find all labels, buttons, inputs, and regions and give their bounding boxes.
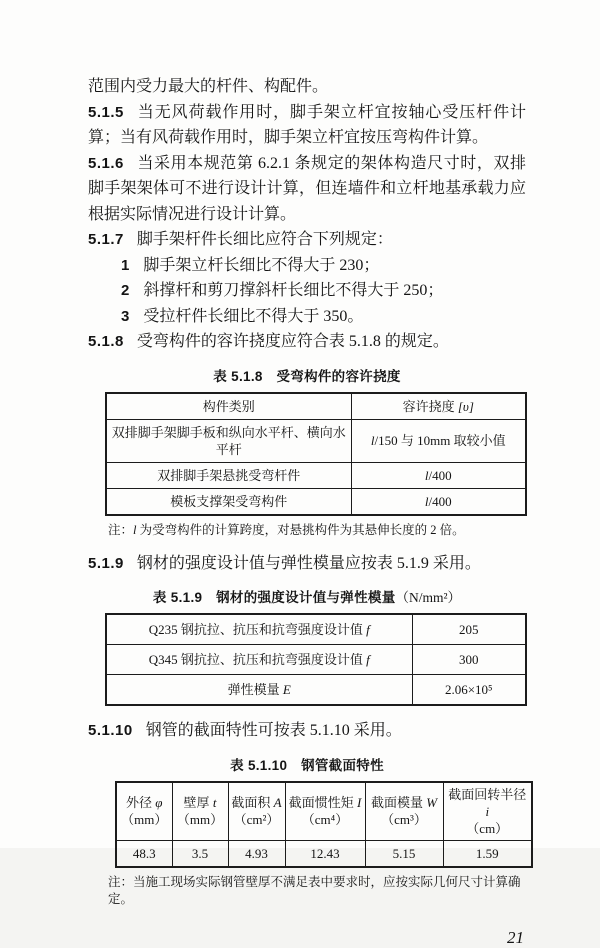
table-row [106, 488, 526, 515]
clause-5-1-10 [88, 718, 526, 744]
clause-5-1-9 [88, 551, 526, 577]
item-text: 斜撑杆和剪刀撑斜杆长细比不得大于 250； [143, 282, 444, 299]
property-label: Q235 钢抗拉、抗压和抗弯强度设计值 [148, 622, 367, 637]
note-label: 注： [108, 522, 134, 537]
clause-5-1-7 [88, 227, 526, 253]
caption-text: 表 5.1.9 钢材的强度设计值与弹性模量 [152, 590, 396, 605]
cell-deflection-value [351, 488, 526, 515]
header-symbol: i [485, 803, 490, 819]
table-header-row [116, 782, 532, 841]
header-symbol: φ [155, 795, 163, 810]
table-row [106, 462, 526, 488]
caption-text: 表 5.1.10 钢管截面特性 [230, 757, 384, 773]
property-symbol: f [366, 652, 370, 667]
cell-deflection-value [351, 462, 526, 488]
cell-property-name [106, 614, 412, 645]
cell-value: 1.59 [443, 840, 532, 867]
table-5-1-10-caption [88, 754, 526, 774]
span-variable: l [424, 467, 429, 483]
span-value: /150 与 10mm 取较小值 [374, 433, 506, 448]
cell-member-name: 模板支撑架受弯构件 [106, 488, 351, 515]
cell-deflection-value [351, 419, 526, 462]
list-item-2 [121, 278, 526, 304]
clause-number: 5.1.9 [88, 554, 124, 572]
property-label: Q345 钢抗拉、抗压和抗弯强度设计值 [148, 652, 367, 667]
cell-value: 48.3 [116, 840, 172, 867]
table-5-1-10-note [108, 874, 526, 908]
cell-value: 3.5 [172, 840, 228, 867]
note-text: 为受弯构件的计算跨度，对悬挑构件为其悬伸长度的 2 倍。 [136, 522, 465, 537]
paragraph-continuation: 范围内受力最大的杆件、构配件。 [88, 78, 329, 95]
item-text: 受拉杆件长细比不得大于 350。 [143, 307, 364, 325]
cell-value: 4.93 [228, 840, 285, 867]
header-unit: （mm） [121, 812, 168, 827]
cell-member-name: 双排脚手架悬挑受弯杆件 [106, 462, 351, 488]
table-5-1-8-caption [88, 365, 526, 385]
header-symbol: t [212, 795, 217, 810]
header-unit: （cm） [466, 820, 509, 836]
header-cell-allowable-deflection [351, 393, 526, 420]
header-label: 截面积 [231, 795, 274, 810]
cell-property-value: 2.06×10⁵ [412, 675, 526, 706]
span-value: /400 [428, 467, 452, 483]
table-5-1-9-caption [88, 586, 526, 606]
header-unit: （cm²） [233, 812, 280, 827]
cell-property-value: 205 [412, 614, 526, 645]
list-item-3 [121, 304, 526, 330]
table-header-row [106, 393, 526, 420]
caption-text: 表 5.1.8 受弯构件的容许挠度 [213, 368, 401, 384]
header-unit: （cm⁴） [301, 812, 349, 827]
table-5-1-9 [105, 613, 527, 706]
clause-text: 钢管的截面特性可按表 5.1.10 采用。 [145, 722, 402, 739]
span-value: /400 [428, 493, 452, 509]
clause-5-1-8 [88, 329, 526, 355]
clause-number: 5.1.6 [88, 154, 124, 172]
item-number: 3 [121, 307, 130, 325]
table-5-1-8 [105, 392, 527, 516]
span-variable: l [424, 493, 429, 509]
note-label: 注： [108, 874, 134, 889]
property-symbol: E [282, 682, 291, 697]
note-variable: l [133, 522, 137, 537]
table-5-1-10 [115, 781, 533, 868]
header-unit: （mm） [176, 812, 224, 827]
item-text: 脚手架立杆长细比不得大于 230； [143, 256, 380, 274]
header-cell-section-area [228, 782, 285, 841]
clause-text: 当无风荷载作用时，脚手架立杆宜按轴心受压杆件计算；当有风荷载作用时，脚手架立杆宜按压弯构件计算。 [88, 103, 526, 146]
property-label: 弹性模量 [227, 682, 283, 697]
cell-member-name: 双排脚手架脚手板和纵向水平杆、横向水平杆 [106, 419, 351, 462]
header-label: 截面回转半径 [448, 786, 527, 802]
table-row [106, 419, 526, 462]
table-row [116, 840, 532, 867]
cell-property-name [106, 675, 412, 706]
header-label: 外径 [126, 795, 156, 810]
header-label: 壁厚 [183, 795, 213, 810]
clause-number: 5.1.5 [88, 103, 124, 121]
clause-number: 5.1.7 [88, 231, 124, 248]
header-symbol: W [426, 795, 438, 810]
cell-property-name [106, 645, 412, 675]
property-symbol: f [366, 622, 370, 637]
header-cell-member-type: 构件类别 [106, 393, 351, 420]
list-item-1 [121, 253, 526, 279]
header-symbol: I [356, 795, 362, 810]
clause-text: 受弯构件的容许挠度应符合表 5.1.8 的规定。 [136, 333, 449, 350]
cell-value: 12.43 [285, 840, 365, 867]
cell-value: 5.15 [365, 840, 443, 867]
clause-text: 钢材的强度设计值与弹性模量应按表 5.1.9 采用。 [136, 554, 481, 572]
table-row [106, 645, 526, 675]
header-cell-section-modulus [365, 782, 443, 841]
clause-text: 当采用本规范第 6.2.1 条规定的架体构造尺寸时，双排脚手架架体可不进行设计计算，但连墙件和立杆地基承载力应根据实际情况进行设计计算。 [88, 154, 526, 223]
table-5-1-8-note [108, 522, 526, 539]
clause-text: 脚手架杆件长细比应符合下列规定： [136, 231, 393, 248]
header-cell-radius-of-gyration [443, 782, 532, 841]
cell-property-value: 300 [412, 645, 526, 675]
caption-unit: （N/mm²） [395, 590, 462, 605]
deflection-symbol: [υ] [457, 398, 474, 414]
item-number: 1 [121, 256, 130, 274]
header-unit: （cm³） [381, 812, 427, 827]
item-number: 2 [121, 282, 130, 299]
note-text: 当施工现场实际钢管壁厚不满足表中要求时，应按实际几何尺寸计算确定。 [108, 874, 521, 906]
clause-5-1-5 [88, 100, 526, 151]
clause-number: 5.1.10 [88, 722, 133, 739]
span-variable: l [370, 433, 375, 448]
header-symbol: A [273, 795, 282, 810]
clause-5-1-6 [88, 151, 526, 228]
header-label: 容许挠度 [402, 398, 455, 414]
header-cell-moment-of-inertia [285, 782, 365, 841]
table-row [106, 675, 526, 706]
header-cell-outer-diameter [116, 782, 172, 841]
header-label: 截面模量 [370, 795, 427, 810]
header-cell-wall-thickness [172, 782, 228, 841]
header-label: 截面惯性矩 [288, 795, 357, 810]
page-number: 21 [507, 927, 524, 947]
clause-number: 5.1.8 [88, 333, 124, 350]
table-row [106, 614, 526, 645]
page-content [88, 74, 526, 948]
